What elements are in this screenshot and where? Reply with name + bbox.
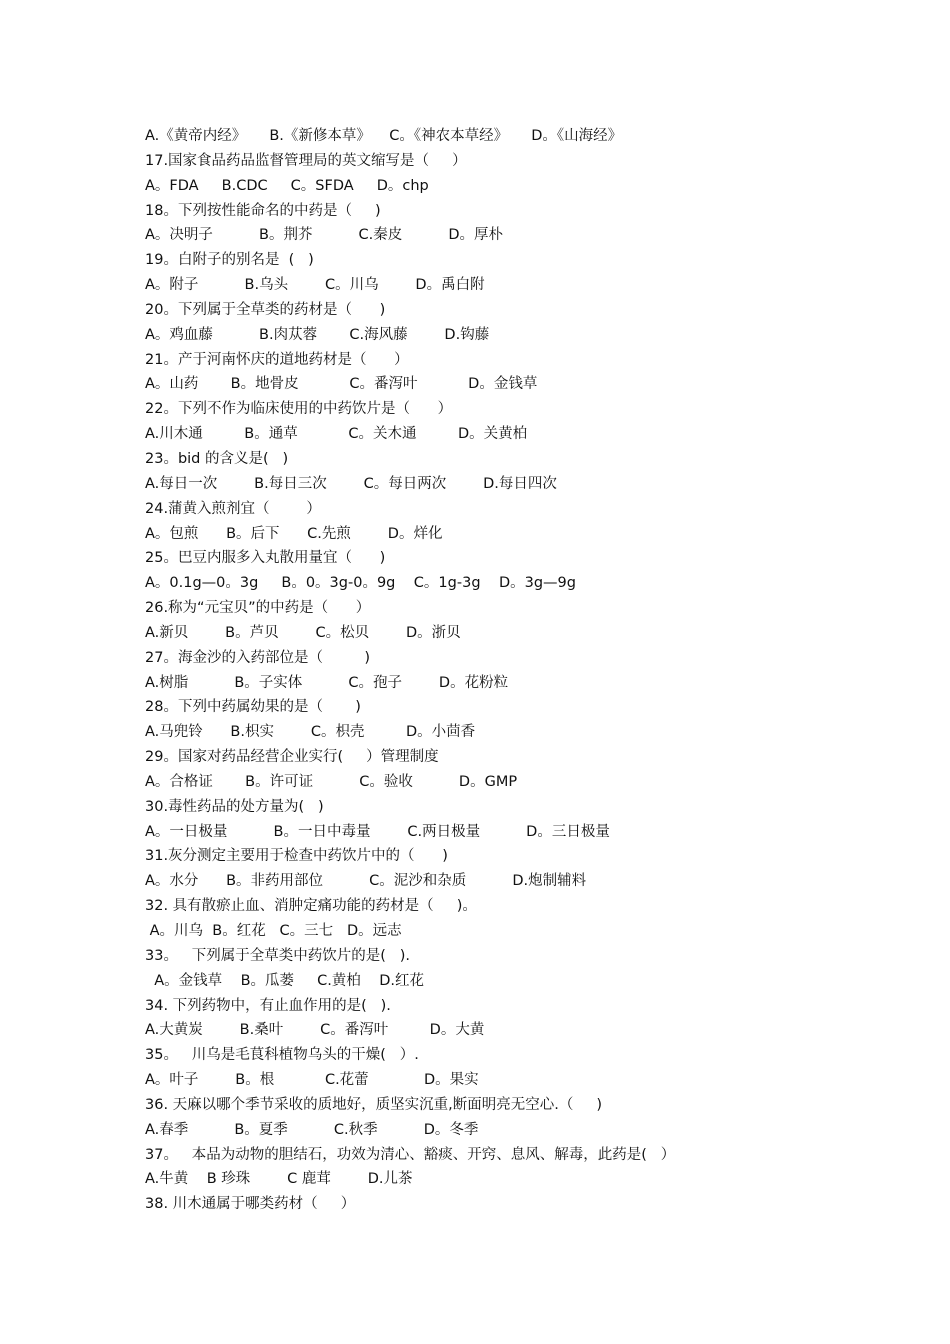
options-32: A。川乌 B。红花 C。三七 D。远志 bbox=[145, 923, 402, 939]
question-23: 23。bid 的含义是( ) bbox=[145, 450, 289, 467]
question-17: 17.国家食品药品监督管理局的英文缩写是（ ） bbox=[145, 152, 467, 169]
question-22: 22。下列不作为临床使用的中药饮片是（ ） bbox=[145, 401, 453, 418]
question-34: 34. 下列药物中，有止血作用的是( ). bbox=[145, 997, 391, 1014]
question-26: 26.称为“元宝贝”的中药是（ ） bbox=[145, 600, 371, 617]
options-28: A.马兜铃 B.枳实 C。枳壳 D。小茴香 bbox=[145, 724, 476, 741]
question-30: 30.毒性药品的处方量为( ) bbox=[145, 798, 324, 815]
options-23: A.每日一次 B.每日三次 C。每日两次 D.每日四次 bbox=[145, 475, 557, 492]
options-19: A。附子 B.乌头 C。川乌 D。禹白附 bbox=[145, 277, 485, 294]
question-25: 25。巴豆内服多入丸散用量宜（ ) bbox=[145, 550, 386, 567]
options-29: A。合格证 B。许可证 C。验收 D。GMP bbox=[145, 773, 518, 790]
question-29: 29。国家对药品经营企业实行( ）管理制度 bbox=[145, 749, 439, 766]
options-24: A。包煎 B。后下 C.先煎 D。烊化 bbox=[145, 525, 443, 542]
options-34: A.大黄炭 B.桑叶 C。番泻叶 D。大黄 bbox=[145, 1022, 485, 1039]
question-33: 33。 下列属于全草类中药饮片的是( ). bbox=[145, 947, 411, 964]
question-24: 24.蒲黄入煎剂宜（ ） bbox=[145, 500, 321, 517]
question-18: 18。下列按性能命名的中药是（ ) bbox=[145, 202, 381, 219]
options-33: A。金钱草 B。瓜蒌 C.黄柏 D.红花 bbox=[145, 972, 425, 989]
question-38: 38. 川木通属于哪类药材（ ） bbox=[145, 1196, 356, 1213]
question-32: 32. 具有散瘀止血、消肿定痛功能的药材是（ )。 bbox=[145, 898, 477, 915]
question-31: 31.灰分测定主要用于检查中药饮片中的（ ) bbox=[145, 848, 448, 865]
options-36: A.春季 B。夏季 C.秋季 D。冬季 bbox=[145, 1121, 479, 1138]
options-18: A。决明子 B。荆芥 C.秦皮 D。厚朴 bbox=[145, 227, 504, 244]
question-35: 35。 川乌是毛茛科植物乌头的干燥( ）. bbox=[145, 1047, 419, 1064]
options-37: A.牛黄 B 珍珠 C 鹿茸 D.儿茶 bbox=[145, 1171, 413, 1188]
options-22: A.川木通 B。通草 C。关木通 D。关黄柏 bbox=[145, 426, 528, 443]
options-17: A。FDA B.CDC C。SFDA D。chp bbox=[145, 177, 429, 194]
options-20: A。鸡血藤 B.肉苁蓉 C.海风藤 D.钩藤 bbox=[145, 326, 490, 343]
question-37: 37。 本品为动物的胆结石，功效为清心、豁痰、开窍、息风、解毒，此药是( ） bbox=[145, 1146, 676, 1163]
question-36: 36. 天麻以哪个季节采收的质地好，质坚实沉重,断面明亮无空心.（ ) bbox=[145, 1096, 603, 1113]
question-20: 20。下列属于全草类的药材是（ ) bbox=[145, 301, 386, 318]
options-30: A。一日极量 B。一日中毒量 C.两日极量 D。三日极量 bbox=[145, 823, 610, 840]
options-21: A。山药 B。地骨皮 C。番泻叶 D。金钱草 bbox=[145, 376, 538, 393]
question-21: 21。产于河南怀庆的道地药材是（ ） bbox=[145, 351, 409, 368]
question-19: 19。白附子的别名是 ( ) bbox=[145, 252, 314, 269]
options-25: A。0.1g—0。3g B。0。3g-0。9g C。1g-3g D。3g—9g bbox=[145, 575, 576, 592]
question-27: 27。海金沙的入药部位是（ ) bbox=[145, 649, 371, 666]
options-line-16: A.《黄帝内经》 B.《新修本草》 C。《神农本草经》 D。《山海经》 bbox=[145, 128, 623, 144]
document-page bbox=[145, 124, 845, 1217]
question-28: 28。下列中药属幼果的是（ ) bbox=[145, 699, 361, 716]
options-31: A。水分 B。非药用部位 C。泥沙和杂质 D.炮制辅料 bbox=[145, 873, 587, 890]
options-27: A.树脂 B。子实体 C。孢子 D。花粉粒 bbox=[145, 674, 509, 691]
options-35: A。叶子 B。根 C.花蕾 D。果实 bbox=[145, 1072, 479, 1089]
options-26: A.新贝 B。芦贝 C。松贝 D。浙贝 bbox=[145, 624, 461, 641]
